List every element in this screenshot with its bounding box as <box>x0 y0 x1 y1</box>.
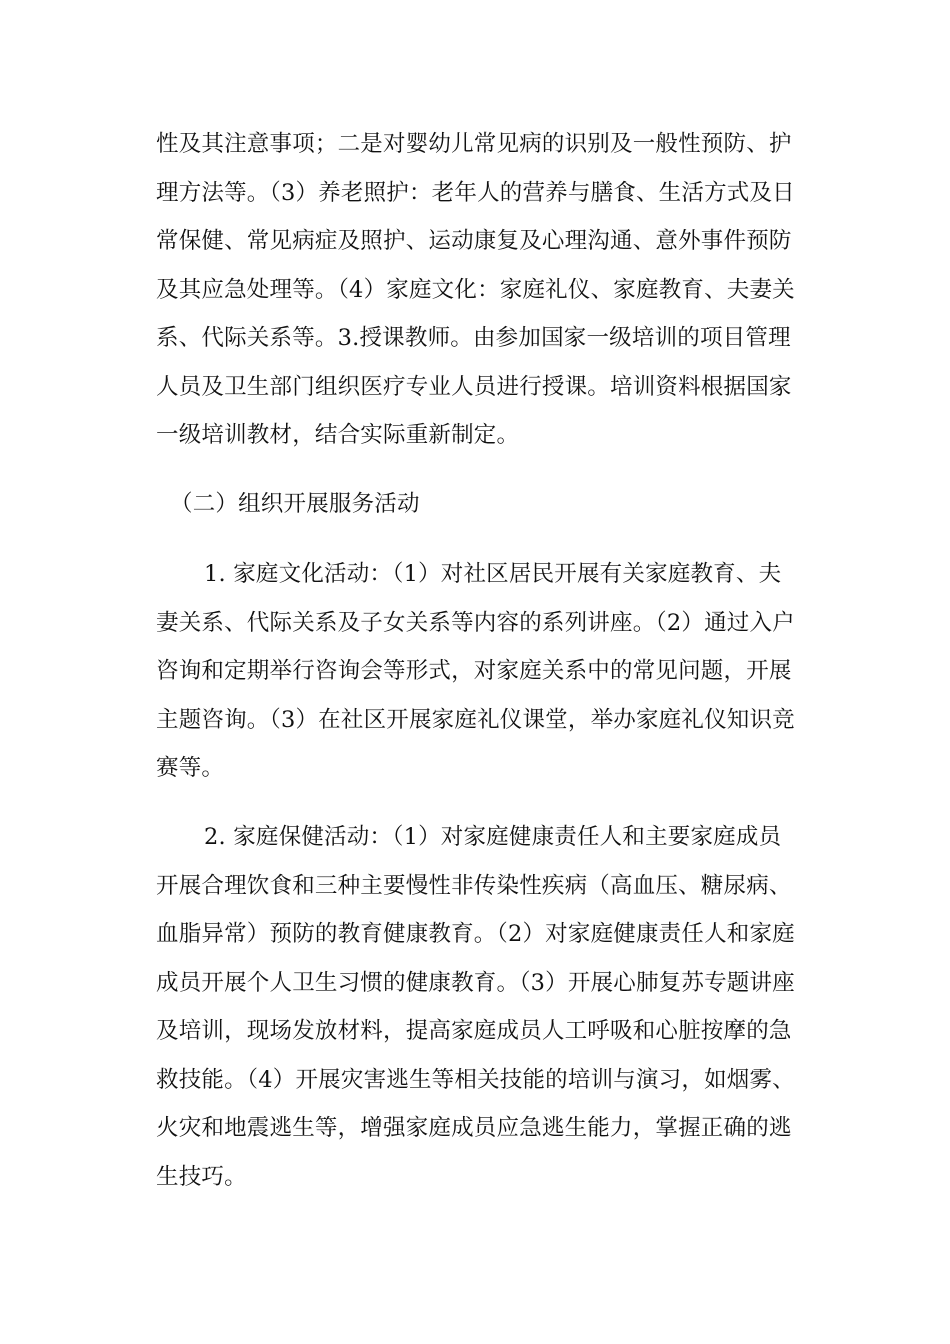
text-line: 生技巧。 <box>156 1163 247 1190</box>
text-line: 及其应急处理等。（4）家庭文化：家庭礼仪、家庭教育、夫妻关 <box>156 276 795 303</box>
section-heading-text: （二）组织开展服务活动 <box>170 491 420 517</box>
text-line: 一级培训教材，结合实际重新制定。 <box>156 422 520 448</box>
text-line: 人员及卫生部门组织医疗专业人员进行授课。培训资料根据国家 <box>156 373 792 400</box>
text-line: 理方法等。（3）养老照护：老年人的营养与膳食、生活方式及日 <box>156 179 795 206</box>
text-line: 系、代际关系等。3.授课教师。由参加国家一级培训的项目管理 <box>156 325 791 351</box>
text-line: 2. 家庭保健活动：（1）对家庭健康责任人和主要家庭成员 <box>204 824 782 850</box>
text-line: 成员开展个人卫生习惯的健康教育。（3）开展心肺复苏专题讲座 <box>156 969 795 996</box>
text-line: 1. 家庭文化活动：（1）对社区居民开展有关家庭教育、夫 <box>204 561 782 587</box>
paragraph-family-culture <box>156 550 796 793</box>
text-line: 开展合理饮食和三种主要慢性非传染性疾病（高血压、糖尿病、 <box>156 872 792 899</box>
text-line: 赛等。 <box>156 755 225 781</box>
text-line: 性及其注意事项；二是对婴幼儿常见病的识别及一般性预防、护 <box>156 131 792 157</box>
text-line: 咨询和定期举行咨询会等形式，对家庭关系中的常见问题，开展 <box>156 658 792 684</box>
text-line: 血脂异常）预防的教育健康教育。（2）对家庭健康责任人和家庭 <box>156 921 795 947</box>
paragraph-training-content <box>156 120 796 460</box>
text-line: 火灾和地震逃生等，增强家庭成员应急逃生能力，掌握正确的逃 <box>156 1115 792 1141</box>
text-line: 妻关系、代际关系及子女关系等内容的系列讲座。（2）通过入户 <box>156 609 795 636</box>
text-line: 救技能。（4）开展灾害逃生等相关技能的培训与演习，如烟雾、 <box>156 1066 795 1093</box>
paragraph-family-health <box>156 813 796 1201</box>
text-line: 及培训，现场发放材料，提高家庭成员人工呼吸和心脏按摩的急 <box>156 1018 792 1044</box>
section-heading <box>156 480 796 529</box>
text-line: 主题咨询。（3）在社区开展家庭礼仪课堂，举办家庭礼仪知识竞 <box>156 706 795 733</box>
text-line: 常保健、常见病症及照护、运动康复及心理沟通、意外事件预防 <box>156 228 792 254</box>
